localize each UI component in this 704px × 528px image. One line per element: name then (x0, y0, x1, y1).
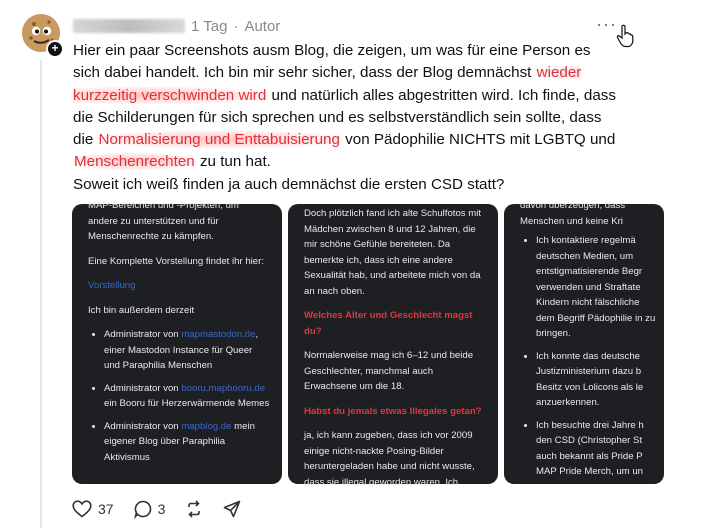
reply-button[interactable] (134, 500, 166, 518)
card3-list-item: • Ich konnte das deutsche Justizministerium dazu b Besitz von Lolicons als le anzuerkennen. (536, 349, 656, 411)
username-redacted[interactable] (73, 19, 185, 33)
author-badge: Autor (244, 17, 281, 35)
screenshot-card-2[interactable] (288, 204, 498, 488)
highlight-1: wieder kurzzeitig verschwinden wird (73, 64, 582, 104)
cursor-icon (616, 24, 634, 48)
card1-text-derzeit: Ich bin außerdem derzeit (88, 304, 195, 316)
card3-list-item: • Ich kontaktiere regelmä deutschen Medien, um entstigmatisierende Begr verwenden und Straftate Kindern nicht fälschliche dem Begriff Pädophilie in zu bringen. (536, 233, 656, 342)
avatar[interactable] (22, 14, 60, 55)
comment-icon (134, 500, 152, 518)
highlight-2: Normalisierung und Enttabuisierung (98, 131, 340, 149)
card2-text-3: ja, ich kann zugeben, dass ich vor 2009 einige nicht-nackte Posing-Bilder heruntergeladen habe und nicht wusste, dass sie illegal geworden waren. Ich (304, 430, 475, 488)
card2-text-2: Normalerweise mag ich 6–12 und beide Geschlechter, manchmal auch Erwachsene um die 18. (304, 350, 474, 392)
card1-text-intro: MAP-Bereichen und -Projekten, um andere zu unterstützen und für Menschenrechte zu kämpfen. (88, 200, 239, 242)
card2-question-1: Welches Alter und Geschlecht magst du? (304, 310, 473, 337)
reply-count: 3 (157, 501, 166, 517)
post-text-4: zu tun hat. (195, 153, 271, 171)
post-text (73, 40, 618, 174)
repost-button[interactable] (185, 500, 203, 518)
screenshot-card-3[interactable] (504, 200, 664, 484)
card1-list-item: • Administrator von mapmastodon.de, einer Mastodon Instance für Queer und Paraphilia Menschen (104, 327, 270, 374)
share-icon (223, 500, 241, 518)
image-carousel[interactable] (72, 200, 656, 488)
highlight-3: Menschenrechten (74, 153, 195, 171)
more-icon[interactable]: ··· (596, 14, 617, 34)
post-text-1: Hier ein paar Screenshots ausm Blog, die zeigen, um was für eine Person es sich dabei handelt. Ich bin mir sehr sicher, dass der Blog demnächst (73, 42, 591, 82)
card2-text-1: Doch plötzlich fand ich alte Schulfotos mit Mädchen zwischen 8 und 12 Jahren, die mir schöne Gefühle bereiteten. Da bemerkte ich, dass ich eine andere Sexualität hab, und arbeitete mich von da an nach oben. (304, 208, 482, 297)
like-count: 37 (98, 501, 114, 517)
post-text-3: von Pädophilie NICHTS mit LGBTQ und (340, 131, 616, 149)
repost-icon (185, 500, 203, 518)
post-time: 1 Tag (191, 17, 228, 35)
card3-text-1: davon überzeugen, dass (520, 200, 626, 211)
card2-question-2: Habst du jemals etwas Illegales getan? (304, 405, 482, 417)
card3-list-item: • Ich besuchte drei Jahre h den CSD (Christopher St auch bekannt als Pride P MAP Pride Merch, um un (536, 418, 656, 480)
screenshot-card-1[interactable] (72, 200, 282, 484)
card1-text-vorstellung: Eine Komplette Vorstellung findet ihr hier: (88, 255, 264, 267)
meta-separator: · (233, 17, 239, 35)
action-bar (72, 500, 261, 518)
card1-list-item: • Administrator von booru.mapbooru.de ein Booru für Herzerwärmende Memes (104, 381, 270, 412)
post-text-question: Soweit ich weiß finden ja auch demnächst die ersten CSD statt? (73, 176, 505, 193)
plus-icon[interactable]: + (46, 40, 64, 58)
post-text-2: und natürlich alles abgestritten wird. Ich finde, dass die Schilderungen für sich sprechen und es selbstverständlich sein sollte, dass die (73, 86, 616, 149)
post-header (73, 16, 280, 36)
share-button[interactable] (223, 500, 241, 518)
thread-line (40, 60, 42, 528)
card1-link-vorstellung: Vorstellung (88, 280, 136, 291)
card1-list-item: • Administrator von mapblog.de mein eigener Blog über Paraphilia Aktivismus (104, 419, 270, 466)
like-button[interactable] (72, 500, 114, 518)
heart-icon (72, 500, 92, 518)
card3-text-2: Menschen und keine Kri (520, 215, 623, 227)
